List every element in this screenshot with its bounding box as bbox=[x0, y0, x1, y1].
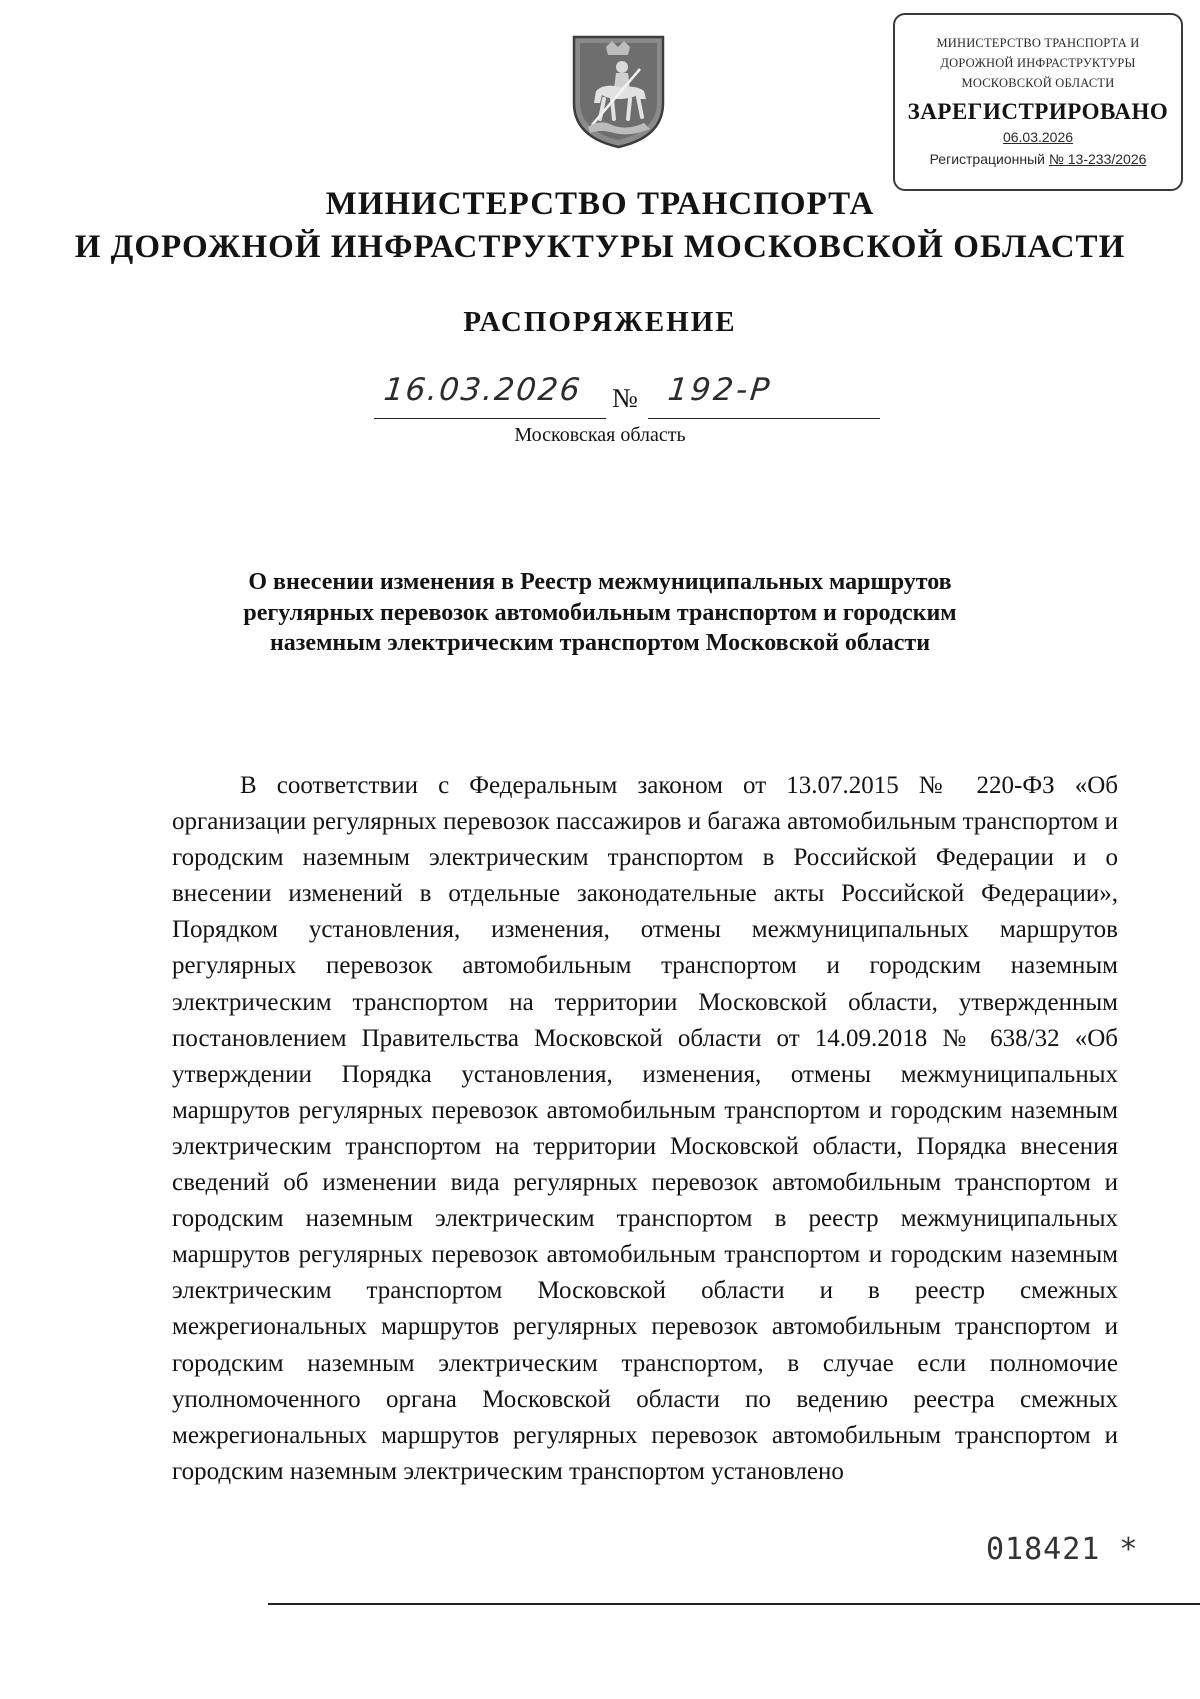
stamp-date: 06.03.2026 bbox=[1002, 129, 1074, 145]
stamp-org-line: МИНИСТЕРСТВО ТРАНСПОРТА И bbox=[936, 36, 1140, 50]
document-place: Московская область bbox=[514, 424, 686, 446]
stamp-registration bbox=[895, 151, 1181, 167]
ministry-title-line-1: МИНИСТЕРСТВО ТРАНСПОРТА bbox=[325, 186, 875, 222]
coat-of-arms-emblem bbox=[570, 33, 667, 150]
ministry-title-line-2: И ДОРОЖНОЙ ИНФРАСТРУКТУРЫ МОСКОВСКОЙ ОБЛАСТИ bbox=[74, 229, 1126, 265]
moscow-region-coat-of-arms-icon bbox=[570, 33, 667, 150]
stamp-organization bbox=[895, 32, 1181, 95]
document-date: 16.03.2026 bbox=[382, 372, 584, 408]
stamp-reg-label: Регистрационный bbox=[929, 151, 1045, 167]
bottom-divider bbox=[268, 1603, 1200, 1605]
stamp-org-line: МОСКОВСКОЙ ОБЛАСТИ bbox=[961, 76, 1115, 90]
document-number: 192-Р bbox=[666, 372, 774, 408]
subject-line: регулярных перевозок автомобильным транспортом и городским bbox=[243, 599, 957, 626]
number-sign: № bbox=[612, 383, 638, 413]
subject-line: О внесении изменения в Реестр межмуниципальных маршрутов bbox=[248, 569, 952, 595]
subject-line: наземным электрическим транспортом Московской области bbox=[269, 630, 931, 656]
stamp-status: ЗАРЕГИСТРИРОВАНО bbox=[907, 99, 1169, 124]
document-type: РАСПОРЯЖЕНИЕ bbox=[463, 306, 737, 338]
stamp-reg-number: № 13-233/2026 bbox=[1048, 151, 1147, 167]
stamp-org-line: ДОРОЖНОЙ ИНФРАСТРУКТУРЫ bbox=[940, 56, 1136, 70]
body-paragraph: В соответствии с Федеральным законом от 13.07.2015 № 220-ФЗ «Об организации регулярных перевозок пассажиров и багажа автомобильным транспортом и городским наземным электрическим транспортом в Российской Федерации и о внесении изменений в отдельные законодательные акты Российской Федерации», Порядком установления, изменения, отмены межмуниципальных маршрутов регулярных перевозок автомобильным транспортом и городским наземным электрическим транспортом на территории Московской области, утвержденным постановлением Правительства Московской области от 14.09.2018 № 638/32 «Об утверждении Порядка установления, изменения, отмены межмуниципальных маршрутов регулярных перевозок автомобильным транспортом и городским наземным электрическим транспортом на территории Московской области, Порядка внесения сведений об изменении вида регулярных перевозок автомобильным транспортом и городским наземным электрическим транспортом в реестр межмуниципальных маршрутов регулярных перевозок автомобильным транспортом и городским наземным электрическим транспортом Московской области и в реестр смежных межрегиональных маршрутов регулярных перевозок автомобильным транспортом и городским наземным электрическим транспортом, в случае если полномочие уполномоченного органа Московской области по ведению реестра смежных межрегиональных маршрутов регулярных перевозок автомобильным транспортом и городским наземным электрическим транспортом установлено bbox=[172, 772, 1118, 1485]
registration-stamp bbox=[893, 13, 1183, 191]
page-code: 018421 * bbox=[986, 1532, 1139, 1567]
document-subject bbox=[0, 567, 1200, 659]
